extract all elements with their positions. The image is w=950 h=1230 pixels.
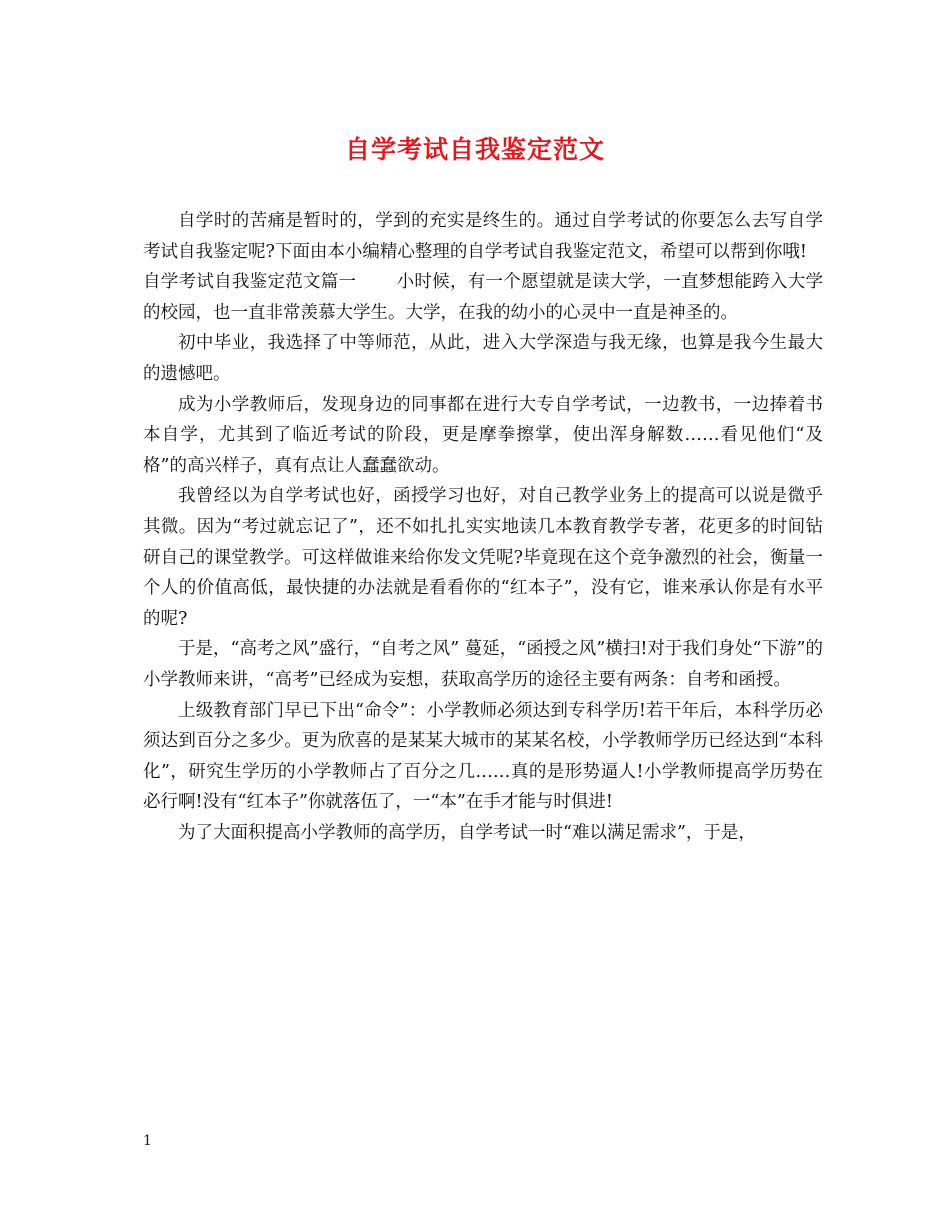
page-number: 1 xyxy=(143,1133,152,1149)
body-paragraph: 于是，“高考之风”盛行，“自考之风” 蔓延，“函授之风”横扫!对于我们身处“下游”的小学教师来讲，“高考”已经成为妄想，获取高学历的途径主要有两条：自考和函授。 xyxy=(143,639,823,690)
intro-paragraph: 自学时的苦痛是暂时的，学到的充实是终生的。通过自学考试的你要怎么去写自学考试自我鉴定呢?下面由本小编精心整理的自学考试自我鉴定范文，希望可以帮到你哦! xyxy=(143,211,823,262)
body-paragraph: 上级教育部门早已下出“命令”：小学教师必须达到专科学历!若干年后，本科学历必须达到百分之多少。更为欣喜的是某某大城市的某某名校，小学教师学历已经达到“本科化”，研究生学历的小学教师占了百分之几……真的是形势逼人!小学教师提高学历势在必行啊!没有“红本子”你就落伍了，一“本”在手才能与时俱进! xyxy=(143,700,823,813)
section-heading: 自学考试自我鉴定范文篇一 xyxy=(143,272,357,293)
section-first-text: 小时候，有一个愿望就是读大学，一直梦想能跨入大学的校园，也一直非常羡慕大学生。大学，在我的幼小的心灵中一直是神圣的。 xyxy=(143,272,824,323)
body-paragraph: 为了大面积提高小学教师的高学历，自学考试一时“难以满足需求”，于是， xyxy=(178,822,756,843)
document-body xyxy=(143,206,823,848)
body-paragraph: 成为小学教师后，发现身边的同事都在进行大专自学考试，一边教书，一边捧着书本自学，尤其到了临近考试的阶段，更是摩拳擦掌，使出浑身解数……看见他们“及格”的高兴样子，真有点让人蠢蠢欲动。 xyxy=(143,394,823,476)
document-title: 自学考试自我鉴定范文 xyxy=(344,135,605,164)
section-first-paragraph xyxy=(143,267,823,328)
body-paragraph: 初中毕业，我选择了中等师范，从此，进入大学深造与我无缘，也算是我今生最大的遗憾吧。 xyxy=(143,333,823,384)
body-paragraph: 我曾经以为自学考试也好，函授学习也好，对自己教学业务上的提高可以说是微乎其微。因为“考过就忘记了”，还不如扎扎实实地读几本教育教学专著，花更多的时间钻研自己的课堂教学。可这样做谁来给你发文凭呢?毕竟现在这个竞争激烈的社会，衡量一个人的价值高低，最快捷的办法就是看看你的“红本子”，没有它，谁来承认你是有水平的呢? xyxy=(143,486,823,629)
